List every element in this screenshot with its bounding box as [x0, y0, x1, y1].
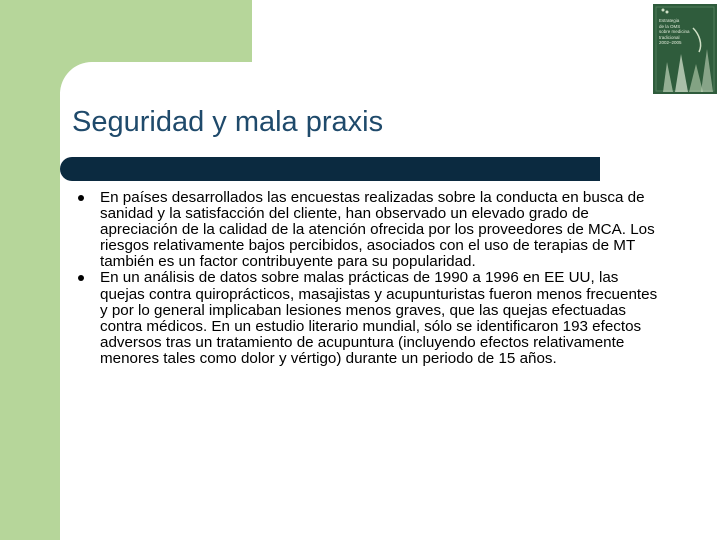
cover-line: sobre medicina	[659, 29, 690, 34]
bullet-item	[78, 270, 664, 367]
bullet-text: En países desarrollados las encuestas realizadas sobre la conducta en busca de sanidad y la satisfacción del cliente, han observado un elevado grado de apreciación de la calidad de la atención ofrecida por los proveedores de MCA. Los riesgos relativamente bajos percibidos, asociados con el uso de terapias de MT también es un factor contribuyente para su popularidad.	[100, 189, 655, 271]
bullet-text: En un análisis de datos sobre malas prácticas de 1990 a 1996 en EE UU, las quejas contra quiroprácticos, masajistas y acupunturistas fueron menos frecuentes y por lo general implicaban lesiones menos graves, que las quejas efectuadas contra médicos. En un estudio literario mundial, sólo se identificaron 193 efectos adversos tras un tratamiento de acupuntura (incluyendo efectos relativamente menores tales como dolor y vértigo) durante un periodo de 15 años.	[100, 269, 658, 367]
bullet-item	[78, 190, 664, 270]
cover-line: de la OMS	[659, 23, 681, 29]
bullet-list	[78, 190, 664, 367]
cover-text	[659, 18, 713, 46]
bullet-dot-icon	[78, 195, 84, 201]
cover-line: Estrategia	[659, 18, 680, 23]
cover-line: tradicional	[659, 34, 680, 40]
bullet-dot-icon	[78, 275, 84, 281]
slide-title: Seguridad y mala praxis	[72, 106, 384, 138]
cover-line: 2002–2005	[659, 40, 682, 45]
title-divider-bar	[60, 157, 600, 181]
book-cover-thumbnail	[653, 4, 717, 94]
